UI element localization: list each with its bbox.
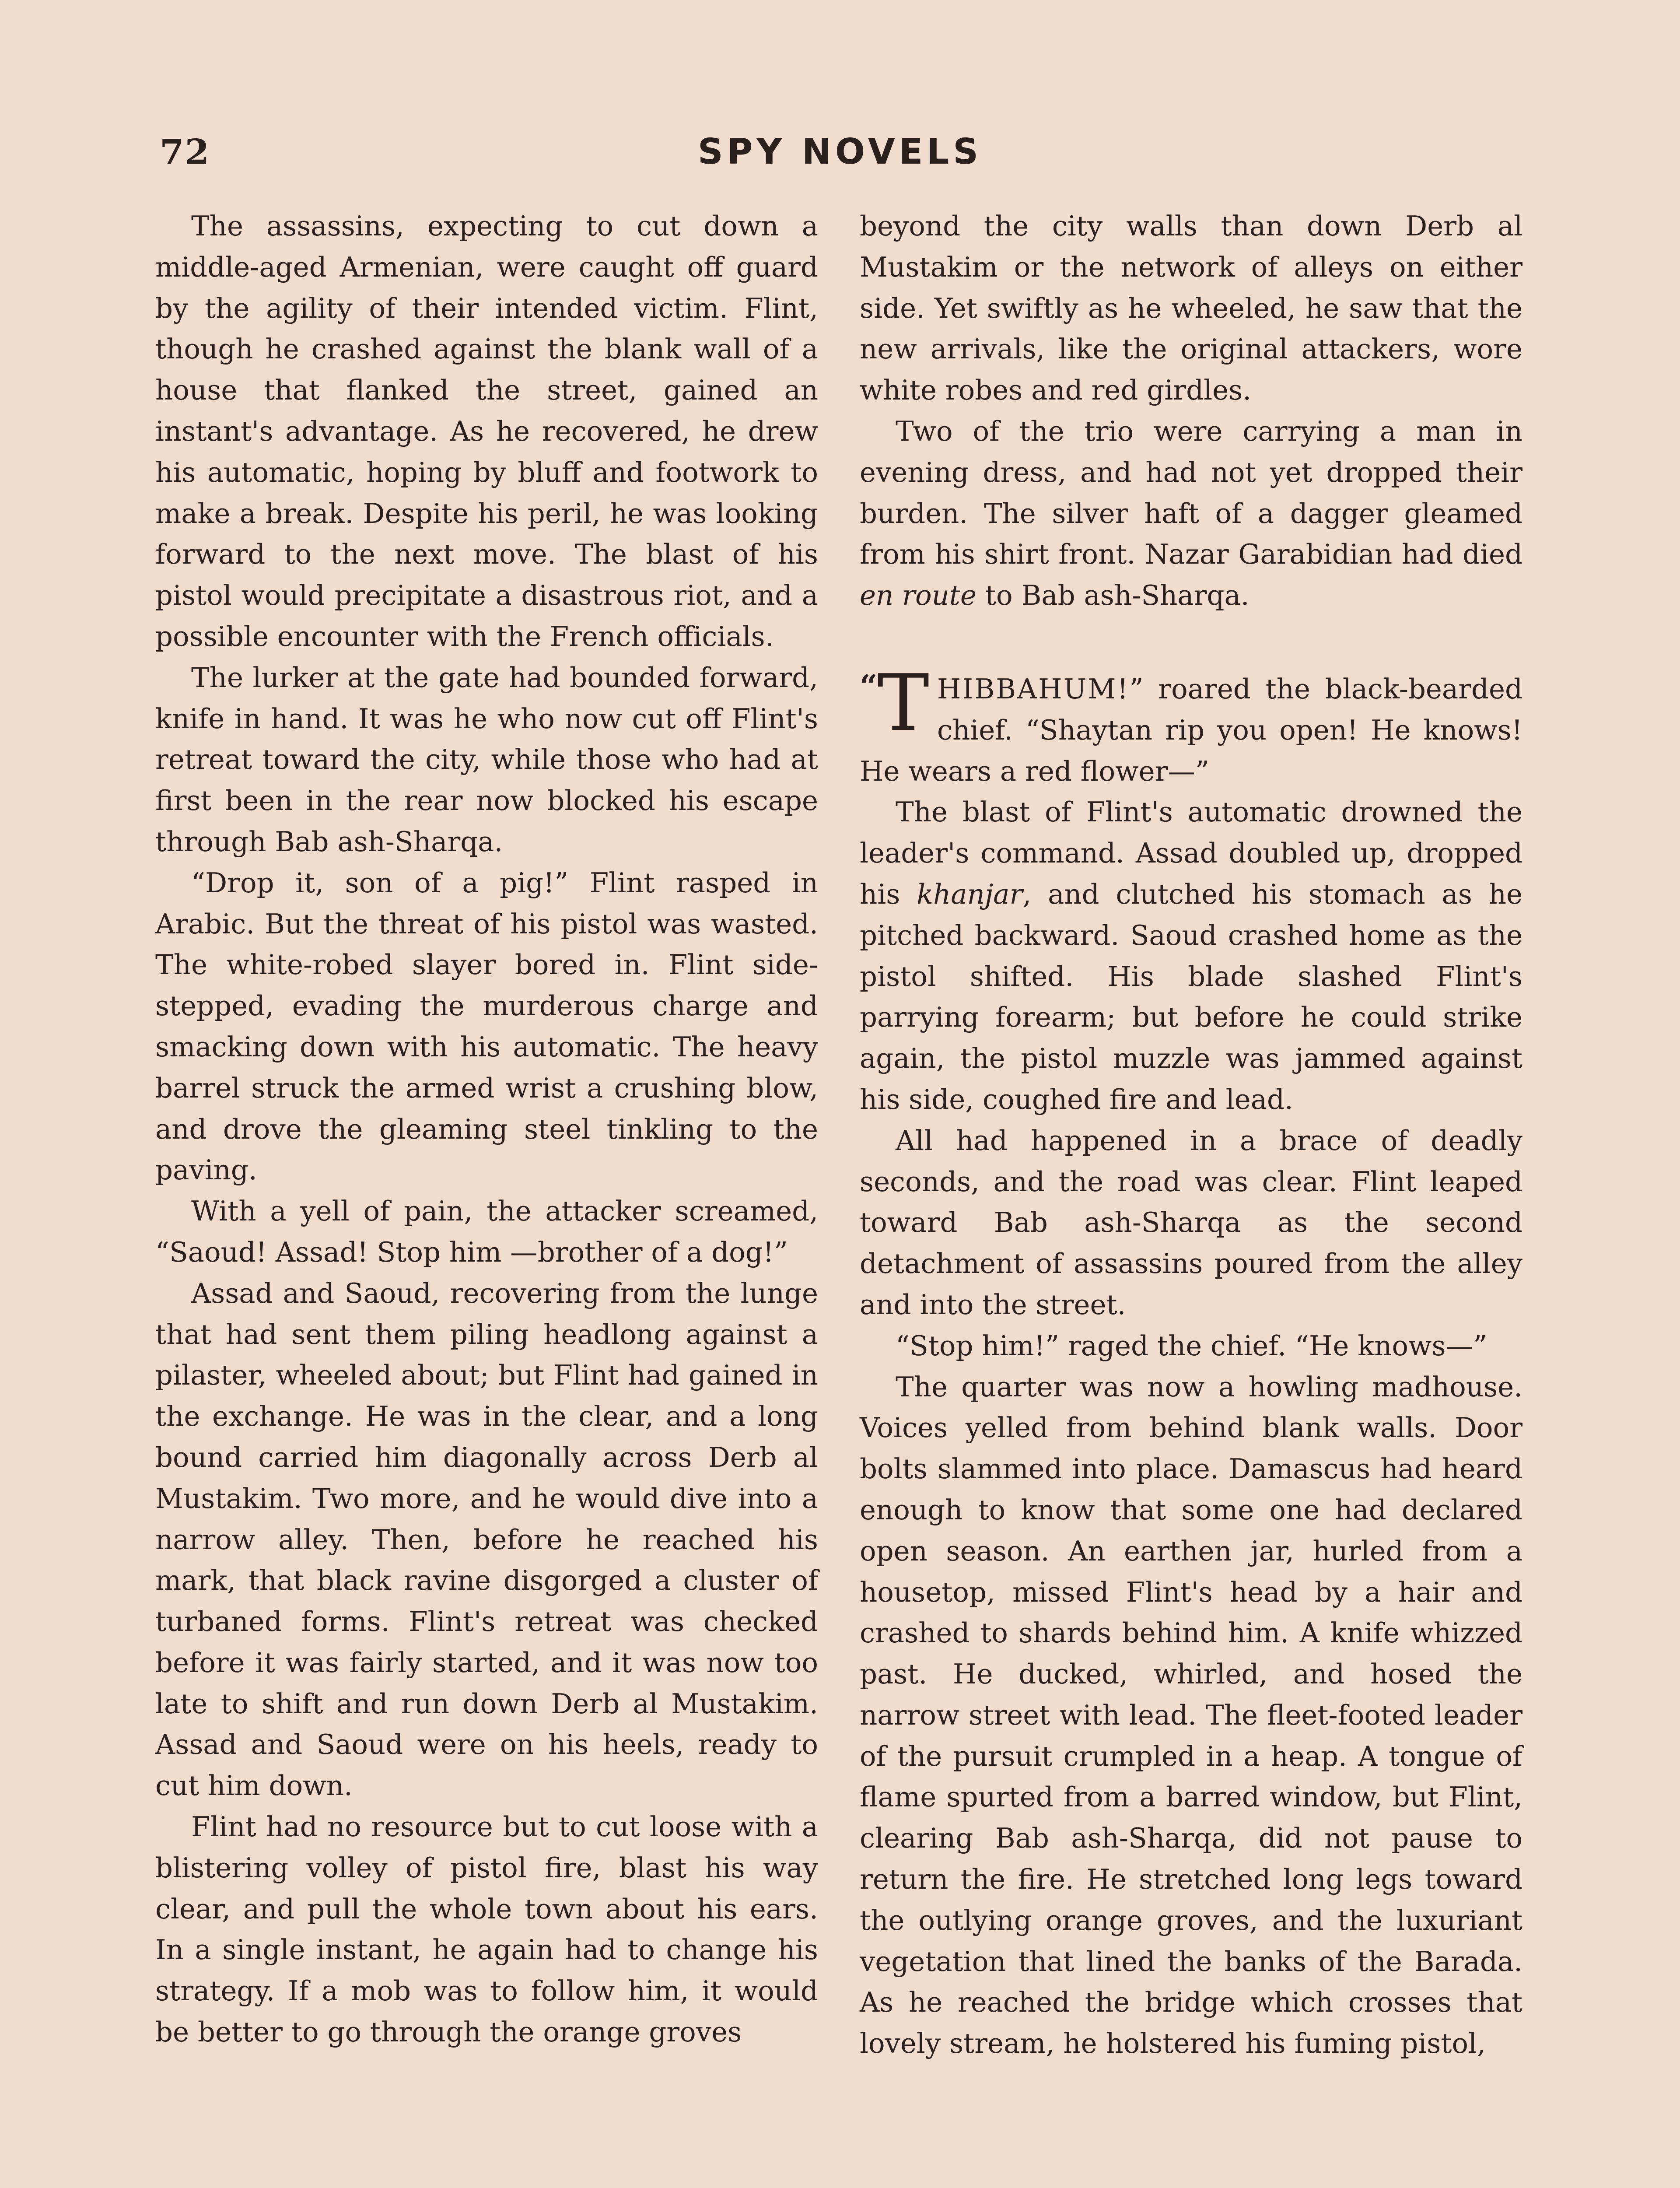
text-run: The blast of Flint's automatic drowned the leader's command. Assad doubled up, dropped his [860,796,1522,910]
paragraph: The lurker at the gate had bounded forward, knife in hand. It was he who now cut off Flint's retreat toward the city, while those who had at first been in the rear now blocked his escape through Bab ash-Sharqa. [155,661,818,858]
running-head: SPY NOVELS [698,131,982,172]
text-run: to Bab ash-Sharqa. [985,579,1250,612]
paragraph [860,411,1522,616]
paragraph: The quarter was now a howling madhouse. Voices yelled from behind blank walls. Door bolts slammed into place. Damascus had heard enough to know that some one had declared open season. An earthen jar, hurled from a housetop, missed Flint's head by a hair and crashed to shards behind him. A knife whizzed past. He ducked, whirled, and hosed the narrow street with lead. The fleet-footed leader of the pursuit crumpled in a heap. A tongue of flame spurted from a barred window, but Flint, clearing Bab ash-Sharqa, did not pause to return the fire. He stretched long legs toward the outlying orange groves, and the luxuriant vegetation that lined the banks of the Barada. As he reached the bridge which crosses that lovely stream, he holstered his fuming pistol, [860,1371,1522,2060]
paragraph: Assad and Saoud, recovering from the lunge that had sent them piling headlong against a pilaster, wheeled about; but Flint had gained in the exchange. He was in the clear, and a long bound carried him diagonally across Derb al Mustakim. Two more, and he would dive into a narrow alley. Then, before he reached his mark, that black ravine disgorged a cluster of turbaned forms. Flint's retreat was checked before it was fairly started, and it was now too late to shift and run down Derb al Mustakim. Assad and Saoud were on his heels, ready to cut him down. [155,1277,818,1802]
left-column [155,206,818,2053]
paragraph: With a yell of pain, the attacker screamed, “Saoud! Assad! Stop him —brother of a dog!” [155,1195,818,1268]
opening-quote: “ [860,667,878,704]
italic-word: khanjar [917,878,1023,910]
text-run: Two of the trio were carrying a man in evening dress, and had not yet dropped their burden. The silver haft of a dagger gleamed from his shirt front. Nazar Garabidian had died [860,415,1522,571]
drop-cap: T [877,657,929,748]
small-caps-word: HIBBAHUM! [937,673,1130,705]
paragraph: Flint had no resource but to cut loose with a blistering volley of pistol fire, blast his way clear, and pull the whole town about his ears. In a single instant, he again had to change his strategy. If a mob was to follow him, it would be better to go through the orange groves [155,1811,818,2048]
right-column [860,206,1522,2064]
paragraph [860,792,1522,1120]
text-run: , and clutched his stomach as he pitched backward. Saoud crashed home as the pistol shifted. His blade slashed Flint's parrying forearm; but before he could strike again, the pistol muzzle was jammed against his side, coughed fire and lead. [860,878,1522,1115]
section-opening-paragraph [860,657,1522,792]
paragraph: beyond the city walls than down Derb al Mustakim or the network of alleys on either side. Yet swiftly as he wheeled, he saw that the new arrivals, like the original attackers, wore white robes and red girdles. [860,210,1522,407]
paragraph: “Stop him!” raged the chief. “He knows—” [896,1329,1488,1362]
italic-phrase: en route [860,579,976,612]
paragraph: The assassins, expecting to cut down a middle-aged Armenian, were caught off guard by the agility of their intended victim. Flint, though he crashed against the blank wall of a house that flanked the street, gained an instant's advantage. As he recovered, he drew his automatic, hoping by bluff and footwork to make a break. Despite his peril, he was looking forward to the next move. The blast of his pistol would precipitate a disastrous riot, and a possible encounter with the French officials. [155,210,818,652]
paragraph: All had happened in a brace of deadly seconds, and the road was clear. Flint leaped toward Bab ash-Sharqa as the second detachment of assassins poured from the alley and into the street. [860,1124,1522,1321]
text-run: ” roared the black-bearded chief. “Shaytan rip you open! He knows! He wears a red flower—” [860,673,1522,787]
paragraph: “Drop it, son of a pig!” Flint rasped in Arabic. But the threat of his pistol was wasted. The white-robed slayer bored in. Flint side-stepped, evading the murderous charge and smacking down with his automatic. The heavy barrel struck the armed wrist a crushing blow, and drove the gleaming steel tinkling to the paving. [155,866,818,1186]
page-number: 72 [160,131,210,172]
page-header [153,131,1527,179]
